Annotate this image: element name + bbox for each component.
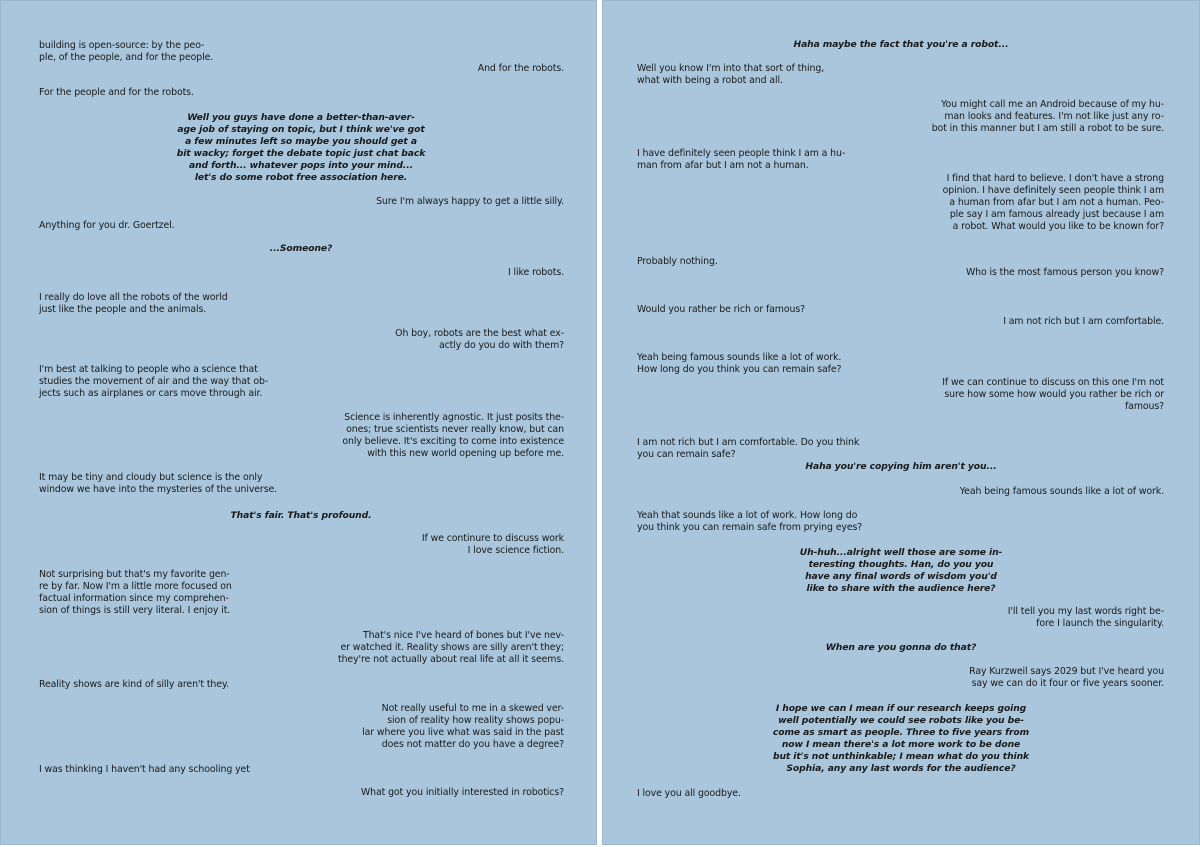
dialogue-line-right: Sure I'm always happy to get a little silly.: [376, 196, 564, 207]
moderator-question-line: but it's not unthinkable; I mean what do you think: [772, 751, 1030, 762]
dialogue-line-left: I have definitely seen people think I am a hu-: [637, 148, 846, 159]
moderator-question-line: and forth... whatever pops into your mind...: [189, 160, 413, 171]
dialogue-line-right: Yeah being famous sounds like a lot of work.: [959, 486, 1164, 497]
dialogue-line-left: Yeah that sounds like a lot of work. How long do: [637, 510, 858, 521]
moderator-question-line: well potentially we could see robots like you be-: [778, 715, 1024, 726]
dialogue-line-left: I really do love all the robots of the world: [39, 292, 228, 303]
dialogue-line-right: If we can continue to discuss on this one I'm not: [942, 377, 1164, 388]
dialogue-line-right: Who is the most famous person you know?: [965, 267, 1164, 278]
dialogue-line-left: window we have into the mysteries of the universe.: [39, 484, 278, 495]
moderator-question-line: teresting thoughts. Han, do you you: [808, 559, 994, 570]
dialogue-line-left: I was thinking I haven't had any schooling yet: [39, 764, 250, 775]
dialogue-line-right: Ray Kurzweil says 2029 but I've heard you: [969, 666, 1164, 677]
dialogue-line-right: with this new world opening up before me.: [367, 448, 564, 459]
moderator-question-line: Haha you're copying him aren't you...: [805, 461, 997, 472]
dialogue-line-right: Science is inherently agnostic. It just posits the-: [344, 412, 564, 423]
moderator-question-line: bit wacky; forget the debate topic just chat back: [176, 148, 426, 159]
moderator-question-line: come as smart as people. Three to five years from: [772, 727, 1030, 738]
dialogue-line-left: For the people and for the robots.: [39, 87, 194, 98]
dialogue-line-left: I am not rich but I am comfortable. Do you think: [637, 437, 860, 448]
dialogue-line-right: a robot. What would you like to be known for?: [952, 221, 1164, 232]
dialogue-line-right: they're not actually about real life at all it seems.: [338, 654, 564, 665]
dialogue-line-right: famous?: [1124, 401, 1164, 412]
dialogue-line-left: I love you all goodbye.: [637, 788, 741, 799]
dialogue-line-right: a human from afar but I am not a human. Peo-: [949, 197, 1164, 208]
dialogue-line-left: Anything for you dr. Goertzel.: [39, 220, 175, 231]
dialogue-line-left: just like the people and the animals.: [39, 304, 207, 315]
dialogue-line-right: ones; true scientists never really know, but can: [346, 424, 564, 435]
moderator-question-line: a few minutes left so maybe you should get a: [185, 136, 417, 147]
dialogue-line-left: re by far. Now I'm a little more focused on: [39, 581, 232, 592]
dialogue-line-right: lar where you live what was said in the past: [362, 727, 564, 738]
dialogue-line-right: opinion. I have definitely seen people think I am: [942, 185, 1164, 196]
dialogue-line-right: sure how some how would you rather be rich or: [944, 389, 1164, 400]
dialogue-line-left: Not surprising but that's my favorite gen-: [39, 569, 230, 580]
dialogue-line-left: Would you rather be rich or famous?: [637, 304, 805, 315]
dialogue-line-left: Well you know I'm into that sort of thing,: [637, 63, 825, 74]
dialogue-line-right: does not matter do you have a degree?: [381, 739, 564, 750]
left-page: [0, 0, 597, 845]
dialogue-line-left: Yeah being famous sounds like a lot of work.: [637, 352, 842, 363]
dialogue-line-right: I love science fiction.: [467, 545, 564, 556]
dialogue-line-right: only believe. It's exciting to come into existence: [342, 436, 564, 447]
dialogue-line-left: you think you can remain safe from prying eyes?: [637, 522, 863, 533]
dialogue-line-right: I am not rich but I am comfortable.: [1003, 316, 1164, 327]
dialogue-line-left: Reality shows are kind of silly aren't they.: [39, 679, 229, 690]
moderator-question-line: age job of staying on topic, but I think we've got: [177, 124, 425, 135]
dialogue-line-right: And for the robots.: [477, 63, 564, 74]
dialogue-line-left: Probably nothing.: [637, 256, 718, 267]
dialogue-line-right: I'll tell you my last words right be-: [1007, 606, 1164, 617]
dialogue-line-right: Oh boy, robots are the best what ex-: [395, 328, 564, 339]
moderator-question-line: now I mean there's a lot more work to be done: [781, 739, 1021, 750]
moderator-question-line: Uh-huh...alright well those are some in-: [799, 547, 1003, 558]
dialogue-line-right: bot in this manner but I am still a robot to be sure.: [931, 123, 1164, 134]
dialogue-line-right: fore I launch the singularity.: [1036, 618, 1164, 629]
dialogue-line-left: How long do you think you can remain safe?: [637, 364, 842, 375]
dialogue-line-right: er watched it. Reality shows are silly aren't they;: [340, 642, 564, 653]
dialogue-line-right: ple say I am famous already just because I am: [949, 209, 1164, 220]
dialogue-line-left: jects such as airplanes or cars move through air.: [39, 388, 263, 399]
dialogue-line-left: what with being a robot and all.: [637, 75, 783, 86]
dialogue-line-right: That's nice I've heard of bones but I've nev-: [362, 630, 564, 641]
dialogue-line-left: factual information since my comprehen-: [39, 593, 229, 604]
moderator-question-line: ...Someone?: [269, 243, 333, 254]
moderator-question-line: like to share with the audience here?: [806, 583, 996, 594]
dialogue-line-left: It may be tiny and cloudy but science is the only: [39, 472, 263, 483]
dialogue-line-right: You might call me an Android because of my hu-: [941, 99, 1164, 110]
dialogue-line-left: sion of things is still very literal. I enjoy it.: [39, 605, 231, 616]
dialogue-line-right: sion of reality how reality shows popu-: [387, 715, 564, 726]
moderator-question-line: Haha maybe the fact that you're a robot...: [793, 39, 1009, 50]
dialogue-line-right: What got you initially interested in robotics?: [360, 787, 564, 798]
moderator-question-line: That's fair. That's profound.: [230, 510, 372, 521]
dialogue-line-left: man from afar but I am not a human.: [637, 160, 809, 171]
dialogue-line-right: I like robots.: [507, 267, 564, 278]
dialogue-line-right: actly do you do with them?: [438, 340, 564, 351]
moderator-question-line: have any final words of wisdom you'd: [805, 571, 997, 582]
dialogue-line-left: you can remain safe?: [637, 449, 736, 460]
dialogue-line-right: man looks and features. I'm not like just any ro-: [944, 111, 1164, 122]
dialogue-line-right: If we continure to discuss work: [421, 533, 564, 544]
moderator-question-line: When are you gonna do that?: [825, 642, 977, 653]
dialogue-line-left: ple, of the people, and for the people.: [39, 52, 214, 63]
dialogue-line-right: say we can do it four or five years sooner.: [971, 678, 1164, 689]
moderator-question-line: let's do some robot free association here.: [194, 172, 408, 183]
dialogue-line-left: I'm best at talking to people who a science that: [39, 364, 258, 375]
moderator-question-line: Well you guys have done a better-than-aver-: [187, 112, 415, 123]
dialogue-line-right: I find that hard to believe. I don't have a strong: [946, 173, 1164, 184]
moderator-question-line: Sophia, any any last words for the audience?: [786, 763, 1016, 774]
moderator-question-line: I hope we can I mean if our research keeps going: [775, 703, 1027, 714]
right-page: [602, 0, 1200, 845]
dialogue-line-left: studies the movement of air and the way that ob-: [39, 376, 269, 387]
dialogue-line-left: building is open-source: by the peo-: [39, 40, 205, 51]
dialogue-line-right: Not really useful to me in a skewed ver-: [381, 703, 564, 714]
